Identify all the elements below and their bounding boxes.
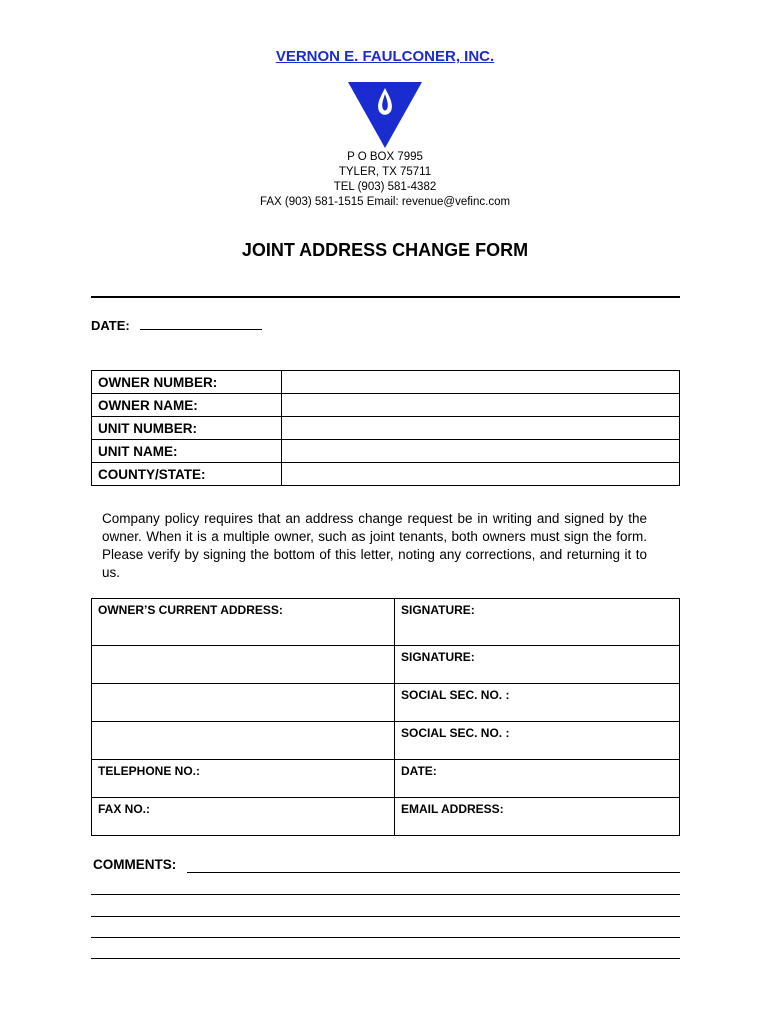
owner-number-label: OWNER NUMBER:	[92, 371, 282, 394]
address-line: P O BOX 7995	[347, 151, 423, 163]
address-line-field[interactable]	[92, 722, 395, 760]
address-line: FAX (903) 581-1515 Email: revenue@vefinc.com	[259, 196, 511, 208]
form-title: JOINT ADDRESS CHANGE FORM	[241, 240, 529, 260]
date-field[interactable]	[140, 318, 262, 330]
address-line-field[interactable]	[92, 684, 395, 722]
comments-line[interactable]	[91, 903, 680, 917]
signature-2-field[interactable]: SIGNATURE:	[395, 646, 680, 684]
address-change-table	[91, 598, 680, 836]
ssn-1-field[interactable]: SOCIAL SEC. NO. :	[395, 684, 680, 722]
comments-line[interactable]	[91, 945, 680, 959]
address-line: TEL (903) 581-4382	[333, 181, 437, 193]
ssn-2-field[interactable]: SOCIAL SEC. NO. :	[395, 722, 680, 760]
owner-name-label: OWNER NAME:	[92, 394, 282, 417]
comments-label: COMMENTS:	[93, 857, 177, 872]
company-logo-icon	[348, 82, 422, 148]
comments-line[interactable]	[91, 924, 680, 938]
comments-line[interactable]	[187, 859, 680, 873]
current-address-label[interactable]: OWNER’S CURRENT ADDRESS:	[92, 599, 395, 646]
date-label: DATE:	[91, 318, 130, 333]
county-state-field[interactable]	[282, 463, 680, 486]
telephone-field[interactable]: TELEPHONE NO.:	[92, 760, 395, 798]
unit-number-label: UNIT NUMBER:	[92, 417, 282, 440]
company-name: VERNON E. FAULCONER, INC.	[275, 48, 495, 65]
unit-number-field[interactable]	[282, 417, 680, 440]
policy-text: Company policy requires that an address change request be in writing and signed by the owner. When it is a multiple owner, such as joint tenants, both owners must sign the form. Please verify by signing the bottom of this letter, noting any corrections, and returning it to us.	[102, 511, 647, 580]
fax-field[interactable]: FAX NO.:	[92, 798, 395, 836]
address-line: TYLER, TX 75711	[338, 166, 432, 178]
owner-name-field[interactable]	[282, 394, 680, 417]
address-line-field[interactable]	[92, 646, 395, 684]
company-address	[0, 150, 770, 210]
title-divider	[91, 296, 680, 298]
date-2-field[interactable]: DATE:	[395, 760, 680, 798]
signature-1-field[interactable]: SIGNATURE:	[395, 599, 680, 646]
email-field[interactable]: EMAIL ADDRESS:	[395, 798, 680, 836]
unit-name-field[interactable]	[282, 440, 680, 463]
county-state-label: COUNTY/STATE:	[92, 463, 282, 486]
owner-info-table	[91, 370, 680, 486]
unit-name-label: UNIT NAME:	[92, 440, 282, 463]
comments-line[interactable]	[91, 881, 680, 895]
owner-number-field[interactable]	[282, 371, 680, 394]
date-row	[91, 318, 262, 333]
